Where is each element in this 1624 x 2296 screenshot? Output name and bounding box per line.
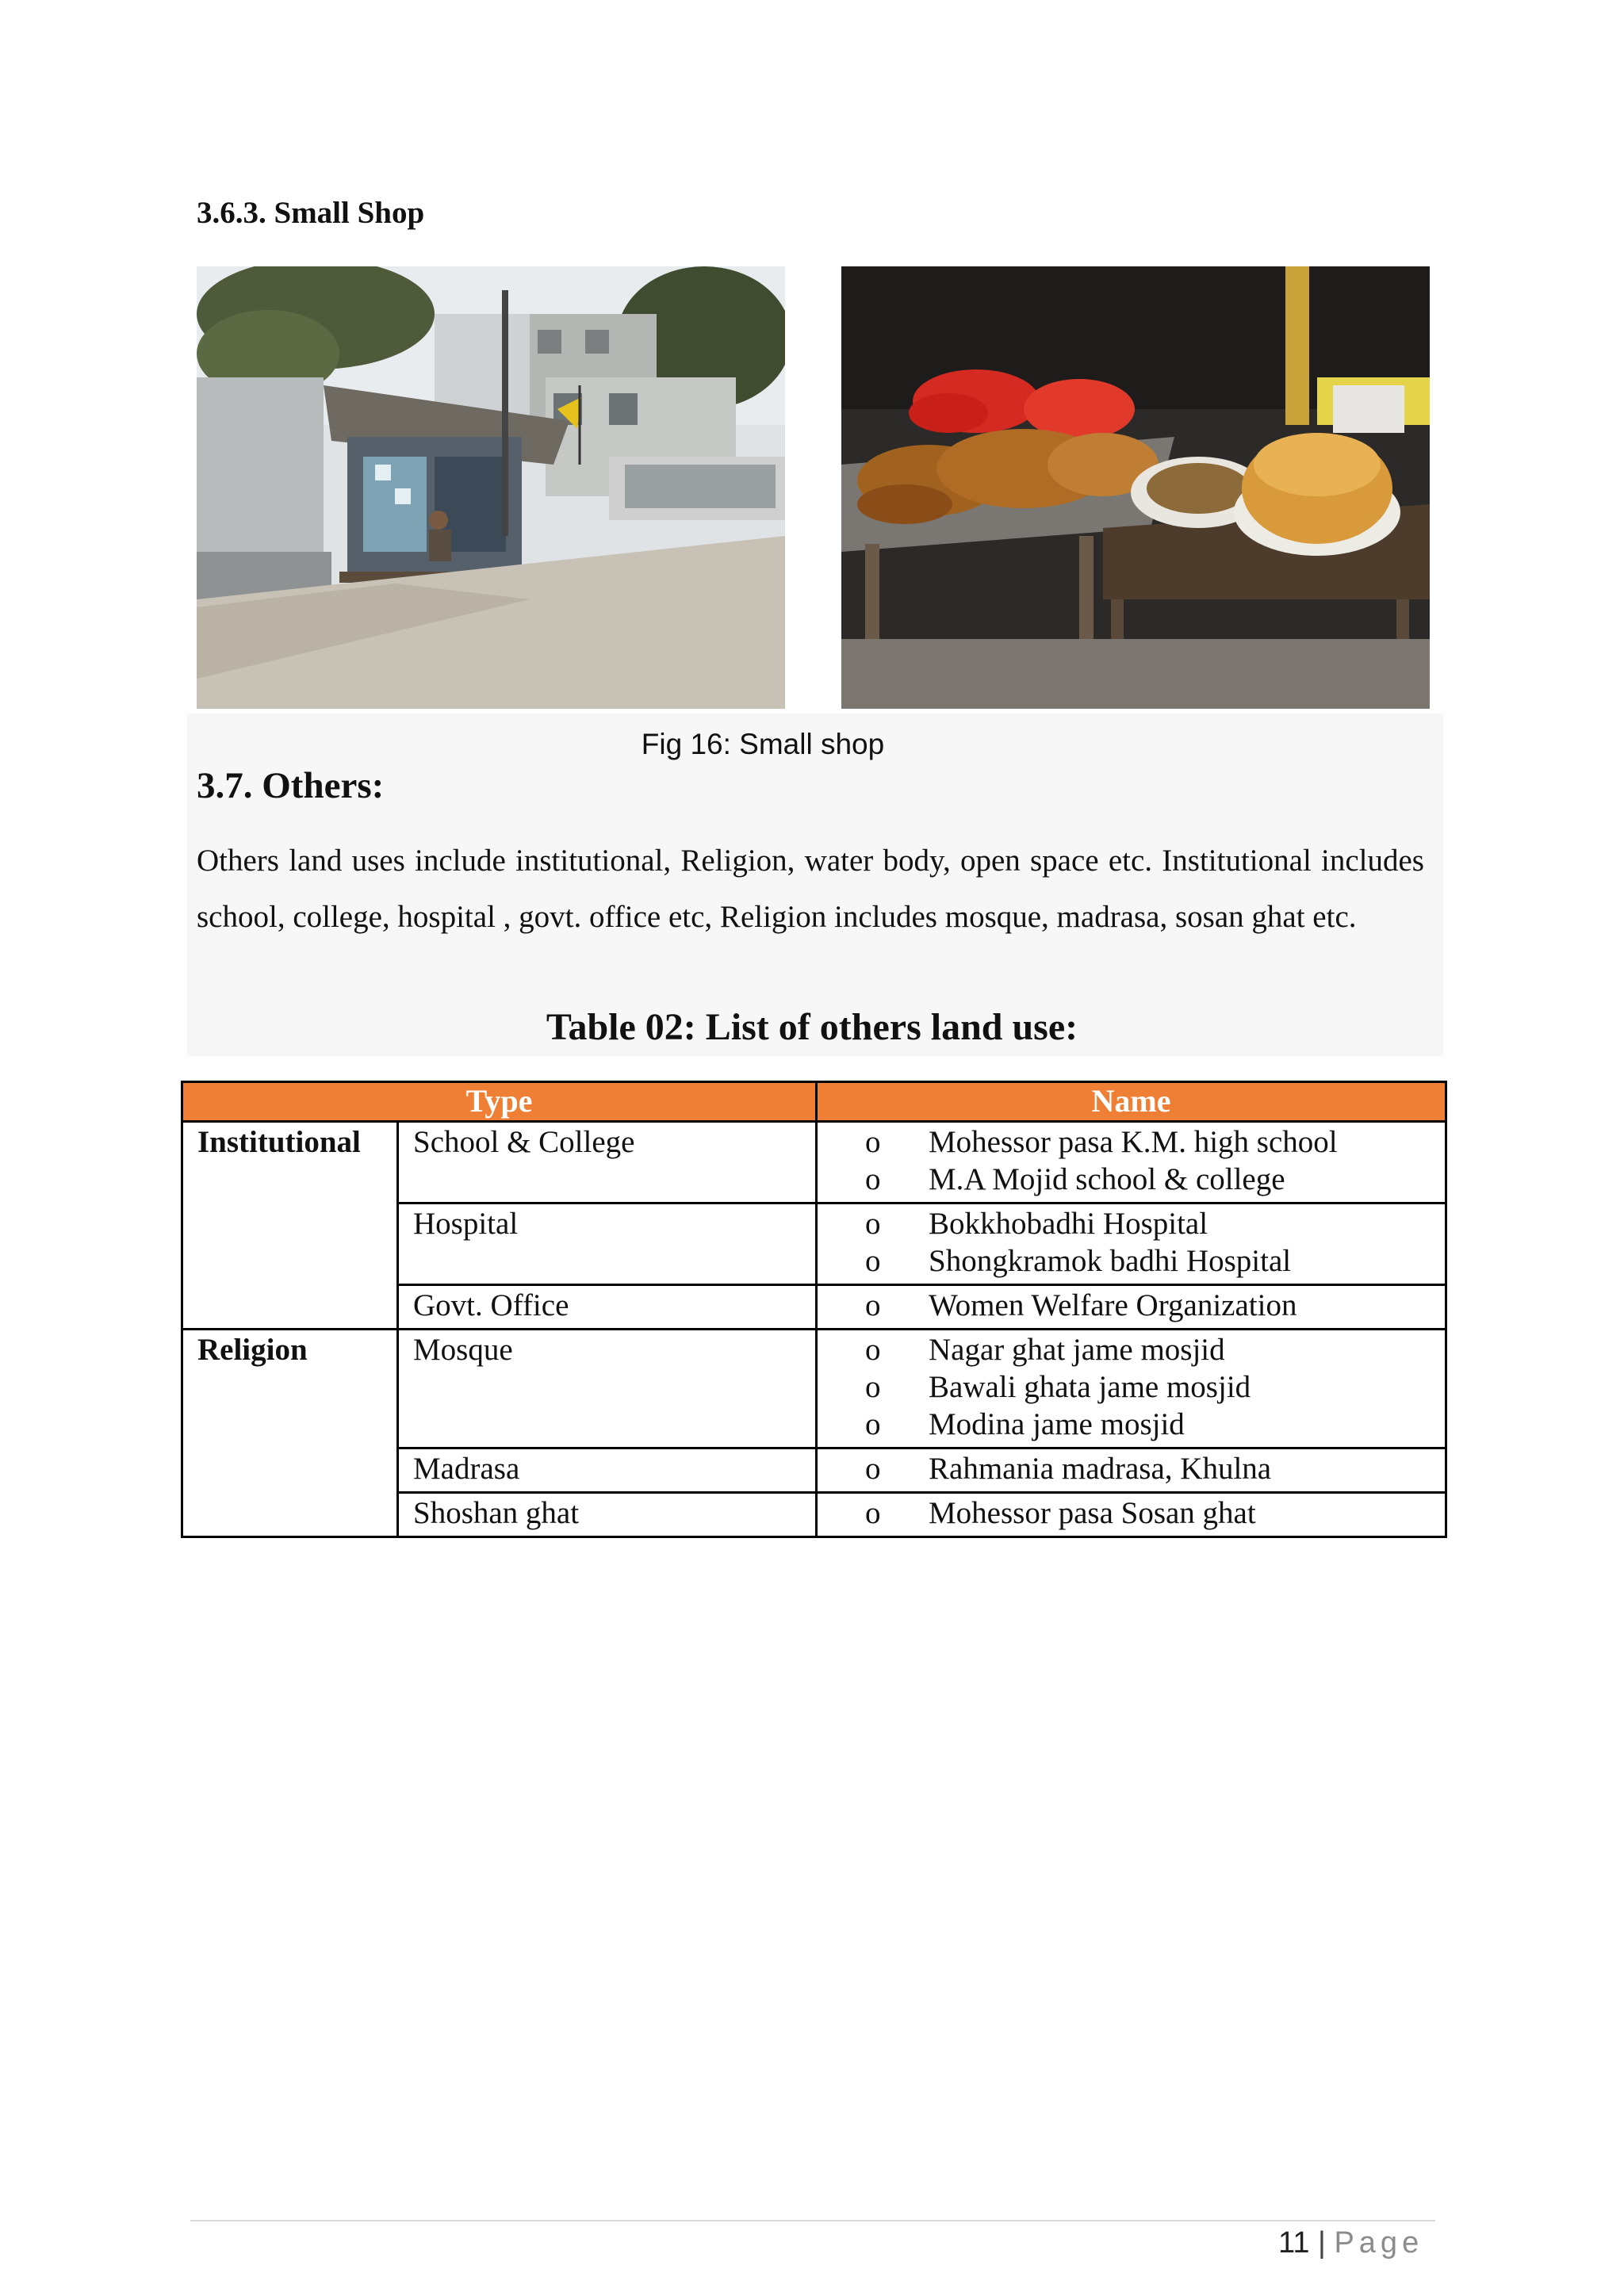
bullet-icon: o — [865, 1452, 881, 1486]
list-item — [818, 1161, 1445, 1199]
header-type: Type — [182, 1082, 817, 1122]
bullet-icon: o — [865, 1125, 881, 1159]
name-text: Modina jame mosjid — [929, 1407, 1185, 1441]
bullet-icon: o — [865, 1244, 881, 1278]
name-cell — [817, 1448, 1446, 1493]
name-text: Women Welfare Organization — [929, 1288, 1297, 1322]
type-cell: Mosque — [398, 1330, 817, 1448]
header-name: Name — [817, 1082, 1446, 1122]
bullet-icon: o — [865, 1162, 881, 1196]
list-item — [818, 1206, 1445, 1243]
bullet-icon: o — [865, 1370, 881, 1404]
name-text: M.A Mojid school & college — [929, 1162, 1285, 1196]
name-list — [818, 1124, 1445, 1199]
bullet-icon: o — [865, 1407, 881, 1441]
type-cell: Hospital — [398, 1203, 817, 1285]
table-row — [182, 1122, 1446, 1203]
name-text: Mohessor pasa K.M. high school — [929, 1125, 1338, 1159]
photo-food-stall — [841, 266, 1430, 709]
list-item — [818, 1495, 1445, 1533]
table-row — [182, 1330, 1446, 1448]
list-item — [818, 1243, 1445, 1280]
page-number: 11 — [1278, 2226, 1310, 2260]
name-text: Bawali ghata jame mosjid — [929, 1370, 1251, 1404]
name-list — [818, 1288, 1445, 1325]
bullet-icon: o — [865, 1333, 881, 1367]
type-cell: Shoshan ghat — [398, 1493, 817, 1537]
table-header-row — [182, 1082, 1446, 1122]
table-title: Table 02: List of others land use: — [546, 1006, 1078, 1048]
table-body — [182, 1122, 1446, 1537]
type-cell: School & College — [398, 1122, 817, 1203]
name-cell — [817, 1203, 1446, 1285]
type-cell: Govt. Office — [398, 1285, 817, 1330]
name-cell — [817, 1330, 1446, 1448]
list-item — [818, 1332, 1445, 1369]
body-paragraph: Others land uses include institutional, Religion, water body, open space etc. Institutional includes school, college, hospital , govt. office etc, Religion includes mosque, madrasa, sosan ghat etc. — [197, 844, 1424, 934]
page-label: Page — [1334, 2226, 1424, 2260]
list-item — [818, 1406, 1445, 1444]
subsection-heading: 3.6.3. Small Shop — [197, 196, 425, 230]
list-item — [818, 1124, 1445, 1161]
name-list — [818, 1206, 1445, 1280]
photo-roadside-shop — [197, 266, 785, 709]
section-heading: 3.7. Others: — [197, 765, 385, 806]
name-list — [818, 1451, 1445, 1488]
name-text: Mohessor pasa Sosan ghat — [929, 1496, 1256, 1530]
name-cell — [817, 1493, 1446, 1537]
name-list — [818, 1332, 1445, 1444]
bullet-icon: o — [865, 1207, 881, 1241]
group-label: Institutional — [182, 1122, 398, 1330]
name-text: Shongkramok badhi Hospital — [929, 1244, 1292, 1278]
name-cell — [817, 1285, 1446, 1330]
land-use-table — [181, 1081, 1447, 1538]
name-text: Bokkhobadhi Hospital — [929, 1207, 1208, 1241]
bullet-icon: o — [865, 1288, 881, 1322]
figure-caption: Fig 16: Small shop — [641, 728, 885, 760]
footer-separator: | — [1318, 2226, 1326, 2260]
name-list — [818, 1495, 1445, 1533]
type-cell: Madrasa — [398, 1448, 817, 1493]
name-text: Rahmania madrasa, Khulna — [929, 1452, 1272, 1486]
name-cell — [817, 1122, 1446, 1203]
group-label: Religion — [182, 1330, 398, 1537]
footer-divider — [190, 2220, 1435, 2221]
list-item — [818, 1288, 1445, 1325]
list-item — [818, 1451, 1445, 1488]
list-item — [818, 1369, 1445, 1406]
page-footer — [1278, 2226, 1423, 2260]
name-text: Nagar ghat jame mosjid — [929, 1333, 1225, 1367]
bullet-icon: o — [865, 1496, 881, 1530]
